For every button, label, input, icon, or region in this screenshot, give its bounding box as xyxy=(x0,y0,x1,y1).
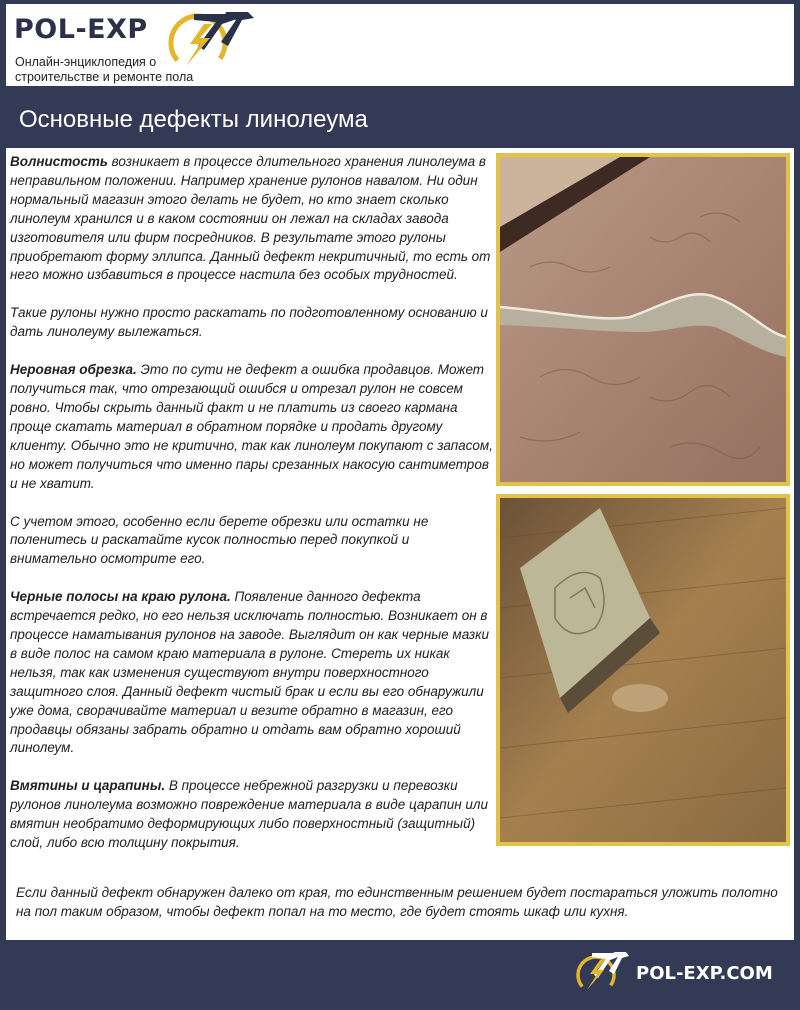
linoleum-wave-photo xyxy=(496,153,790,486)
heading-black-stripes: Черные полосы на краю рулона. xyxy=(10,589,231,605)
page-title: Основные дефекты линолеума xyxy=(19,106,368,133)
paragraph-black-stripes xyxy=(10,588,494,758)
conclusion-text: Если данный дефект обнаружен далеко от края, то единственным решением будет постараться уложить полотно на пол таким образом, чтобы дефект попал на то место, где будет стоять шкаф или кухня. xyxy=(16,885,778,919)
footer-brand-text: POL-EXP.COM xyxy=(636,963,773,984)
text-dents: В процессе небрежной разгрузки и перевозки рулонов линолеума возможно повреждение материала в виде царапин или вмятин необратимо деформирующих либо поверхностный (защитный) слой, либо всю толщину покрытия. xyxy=(10,778,489,851)
article-text-column xyxy=(10,153,494,872)
paragraph-waviness xyxy=(10,153,494,285)
text-uneven-cut: Это по сути не дефект а ошибка продавцов. Может получиться так, что отрезающий ошибся и отрезал рулон не совсем ровно. Чтобы скрыть данный факт и не платить из своего кармана проще скатать материал в обратном порядке и продать другому клиенту. Обычно это не критично, так как линолеум покупают с запасом, но может получиться что именно пары срезанных накосую сантиметров и не хватит. xyxy=(10,362,493,491)
footer-logo-icon xyxy=(574,950,630,996)
text-waviness: возникает в процессе длительного хранения линолеума в неправильном положении. Например хранение рулонов навалом. Ни один нормальный магазин этого делать не будет, но кто знает сколько линолеум хранился и в каком состоянии он лежал на складах завода изготовителя или фирм посредников. В результате этого рулоны приобретают форму эллипса. Данный дефект некритичный, то есть от него можно избавиться в процессе настила без особых трудностей. xyxy=(10,154,491,283)
article-content xyxy=(6,148,794,940)
text-black-stripes: Появление данного дефекта встречается редко, но его нельзя исключать полностью. Возникает он в процессе наматывания рулонов на заводе. Выглядит он как черные мазки в виде полос на самом краю материала в рулоне. Стереть их никак нельзя, так как изменения существуют внутри поверхностного защитного слоя. Данный дефект чистый брак и если вы его обнаружили уже дома, сворачивайте материал и везите обратно в магазин, его продавцы обязаны забрать обратно и отдать вам обратно хороший линолеум. xyxy=(10,589,490,756)
heading-waviness: Волнистость xyxy=(10,154,108,169)
title-bar xyxy=(6,93,653,147)
logo-text[interactable]: POL-EXP xyxy=(14,14,148,45)
paragraph-inspect xyxy=(10,513,494,570)
footer-brand[interactable] xyxy=(574,950,788,996)
site-tagline: Онлайн-энциклопедия о строительстве и ремонте пола xyxy=(15,55,194,84)
text-inspect: С учетом этого, особенно если берете обрезки или остатки не поленитесь и раскатайте кусок полностью перед покупкой и внимательно осмотрите его. xyxy=(10,513,429,567)
site-header xyxy=(6,4,794,86)
heading-uneven-cut: Неровная обрезка. xyxy=(10,362,137,378)
text-roll-out: Такие рулоны нужно просто раскатать по подготовленному основанию и дать линолеуму вылежаться. xyxy=(10,305,488,340)
paragraph-uneven-cut xyxy=(10,361,494,493)
paragraph-dents xyxy=(10,777,494,853)
heading-dents: Вмятины и царапины. xyxy=(10,778,166,794)
paragraph-roll-out xyxy=(10,304,494,342)
linoleum-dent-photo xyxy=(496,494,790,846)
